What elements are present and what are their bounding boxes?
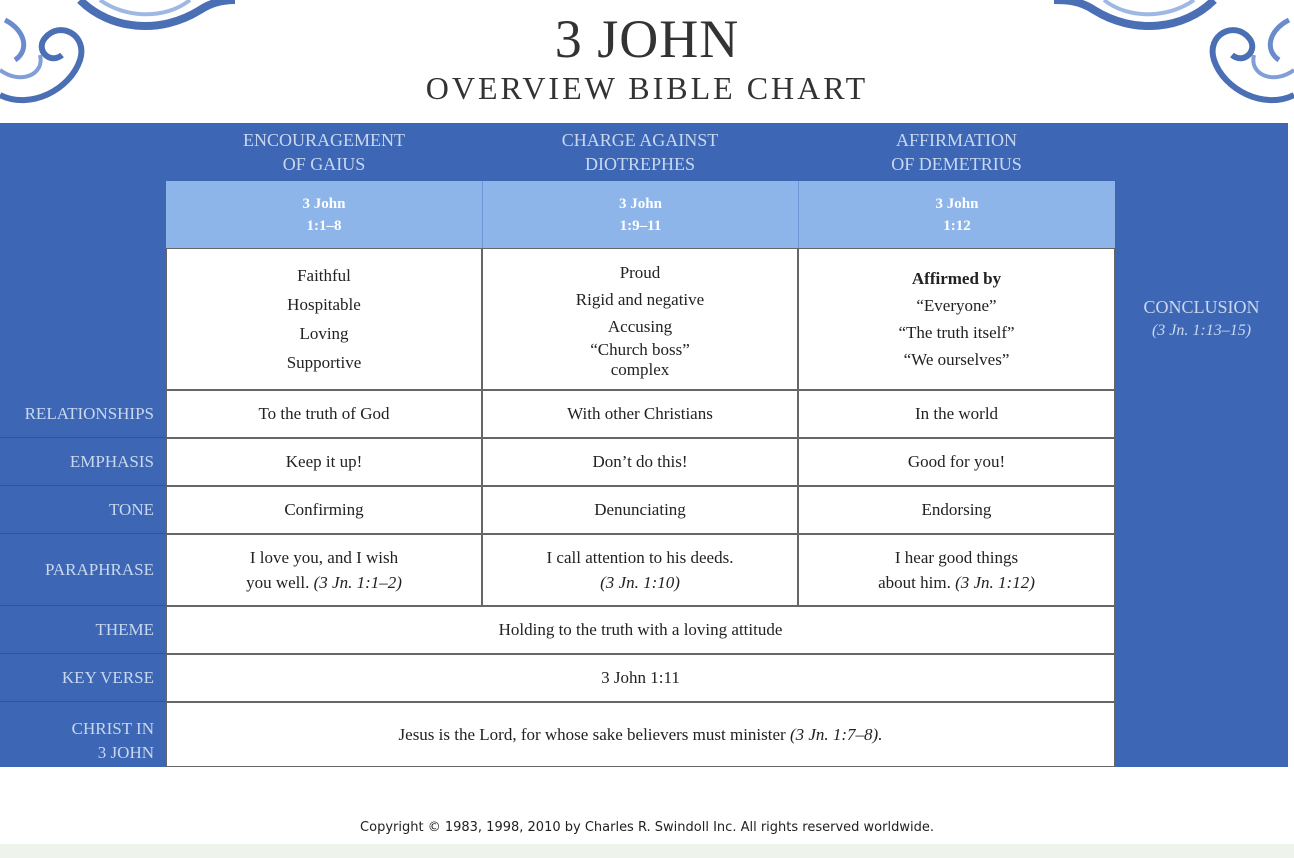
emphasis-cell: Keep it up! bbox=[166, 438, 482, 486]
bottom-border bbox=[0, 844, 1294, 858]
row-label-key-verse: KEY VERSE bbox=[0, 654, 166, 702]
column-heading-demetrius: AFFIRMATION OF DEMETRIUS bbox=[891, 130, 1022, 174]
traits-cell: Proud Rigid and negative Accusing “Church boss” complex bbox=[482, 248, 798, 390]
christ-in-cell: Jesus is the Lord, for whose sake believers must minister (3 Jn. 1:7–8). bbox=[166, 702, 1115, 767]
key-verse-cell: 3 John 1:11 bbox=[166, 654, 1115, 702]
emphasis-cell: Good for you! bbox=[798, 438, 1115, 486]
paraphrase-cell: I call attention to his deeds. (3 Jn. 1:10) bbox=[482, 534, 798, 606]
relationships-cell: In the world bbox=[798, 390, 1115, 438]
section-reference: 3 John 1:9–11 bbox=[482, 181, 798, 248]
section-reference: 3 John 1:12 bbox=[798, 181, 1115, 248]
column-heading-diotrephes: CHARGE AGAINST DIOTREPHES bbox=[561, 130, 719, 174]
row-label-emphasis: EMPHASIS bbox=[0, 438, 166, 486]
copyright-notice: Copyright © 1983, 1998, 2010 by Charles R. Swindoll Inc. All rights reserved worldwide. bbox=[360, 820, 934, 835]
overview-chart bbox=[0, 123, 1288, 767]
traits-cell: Faithful Hospitable Loving Supportive bbox=[166, 248, 482, 390]
row-label-tone: TONE bbox=[0, 486, 166, 534]
relationships-cell: To the truth of God bbox=[166, 390, 482, 438]
row-label-theme: THEME bbox=[0, 606, 166, 654]
theme-cell: Holding to the truth with a loving attitude bbox=[166, 606, 1115, 654]
row-label-christ-in: CHRIST IN 3 JOHN bbox=[71, 719, 154, 762]
row-label-paraphrase: PARAPHRASE bbox=[0, 534, 166, 606]
section-reference: 3 John 1:1–8 bbox=[166, 181, 482, 248]
paraphrase-cell: I love you, and I wish you well. (3 Jn. 1:1–2) bbox=[166, 534, 482, 606]
traits-cell: Affirmed by “Everyone” “The truth itself” “We ourselves” bbox=[798, 248, 1115, 390]
page-title: 3 JOHN bbox=[554, 9, 740, 69]
conclusion-label: CONCLUSION (3 Jn. 1:13–15) bbox=[1143, 297, 1260, 339]
emphasis-cell: Don’t do this! bbox=[482, 438, 798, 486]
column-heading-gaius: ENCOURAGEMENT OF GAIUS bbox=[243, 130, 405, 174]
tone-cell: Endorsing bbox=[798, 486, 1115, 534]
page-subtitle: OVERVIEW BIBLE CHART bbox=[425, 70, 869, 106]
paraphrase-cell: I hear good things about him. (3 Jn. 1:12) bbox=[798, 534, 1115, 606]
relationships-cell: With other Christians bbox=[482, 390, 798, 438]
tone-cell: Denunciating bbox=[482, 486, 798, 534]
row-label-relationships: RELATIONSHIPS bbox=[0, 390, 166, 438]
tone-cell: Confirming bbox=[166, 486, 482, 534]
